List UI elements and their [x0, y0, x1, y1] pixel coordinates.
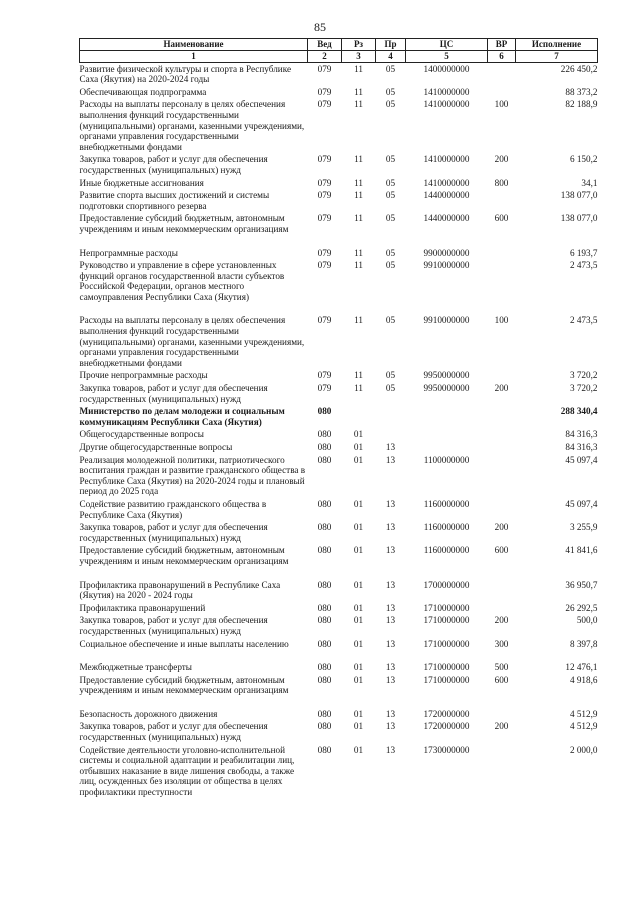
row-ved: 080: [317, 721, 332, 732]
row-rz: 11: [354, 247, 363, 258]
row-ved: 080: [317, 602, 332, 613]
row-cs: 1710000000: [423, 638, 470, 649]
row-name: Закупка товаров, работ и услуг для обеспечения государственных (муниципальных) нужд: [79, 383, 268, 404]
row-ved: 080: [317, 708, 332, 719]
table-row: [80, 62, 598, 86]
table-row: [80, 661, 598, 674]
row-sum: 288 340,4: [560, 406, 598, 417]
row-sum: 84 316,3: [565, 442, 598, 452]
row-sum: 45 097,4: [565, 498, 598, 509]
column-number: 1: [80, 51, 308, 63]
row-rz: 01: [353, 674, 364, 685]
table-row: [80, 98, 598, 153]
row-cs: 1440000000: [423, 190, 470, 201]
table-row: [80, 428, 598, 441]
row-name: Закупка товаров, работ и услуг для обеспечения государственных (муниципальных) нужд: [79, 522, 268, 543]
row-ved: 079: [317, 383, 332, 394]
row-rz: 11: [354, 383, 363, 394]
header-cs: ЦС: [406, 39, 488, 51]
row-vr: [488, 86, 516, 99]
row-name: Закупка товаров, работ и услуг для обеспечения государственных (муниципальных) нужд: [79, 721, 268, 743]
row-pr: 13: [385, 442, 396, 452]
row-rz: 11: [354, 99, 363, 110]
row-vr: [488, 579, 516, 602]
row-ved: 080: [317, 744, 332, 755]
row-sum: 88 373,2: [565, 86, 598, 97]
row-name: Социальное обеспечение и иные выплаты населению: [79, 638, 289, 649]
row-cs: 9900000000: [423, 247, 470, 258]
page-number: 85: [314, 20, 326, 34]
row-sum: 6 193,7: [569, 247, 598, 258]
row-cs: 9950000000: [423, 370, 470, 381]
row-ved: 079: [317, 177, 332, 188]
row-ved: 080: [317, 442, 332, 452]
row-sum: 36 950,7: [565, 579, 598, 590]
row-cs: [406, 441, 488, 454]
row-cs: 1400000000: [423, 63, 470, 74]
spacer-row: [80, 303, 598, 314]
row-sum: 34,1: [581, 177, 598, 188]
row-vr: 500: [494, 662, 509, 673]
row-sum: 138 077,0: [560, 213, 598, 224]
row-rz: 01: [353, 498, 364, 509]
row-name: Развитие физической культуры и спорта в Республике Саха (Якутия) на 2020-2024 годы: [79, 63, 292, 85]
row-rz: 11: [354, 86, 363, 97]
row-sum: 3 255,9: [569, 522, 598, 533]
row-vr: 200: [494, 615, 509, 626]
row-vr: [488, 369, 516, 382]
row-ved: 080: [317, 406, 332, 417]
row-vr: 100: [494, 315, 509, 326]
row-rz: 01: [353, 522, 364, 533]
table-row: [80, 212, 598, 235]
row-pr: 13: [385, 522, 396, 533]
row-rz: 11: [354, 315, 363, 326]
table-row: [80, 259, 598, 303]
table-row: [80, 382, 598, 405]
row-sum: 82 188,9: [565, 99, 598, 110]
spacer-cell: [80, 650, 598, 661]
row-cs: 9910000000: [423, 315, 470, 326]
row-ved: 079: [317, 315, 332, 326]
row-pr: 05: [385, 86, 396, 97]
table-row: [80, 638, 598, 651]
row-ved: 080: [317, 579, 332, 590]
row-ved: 080: [317, 662, 332, 673]
row-pr: 13: [385, 638, 396, 649]
row-pr: 13: [385, 545, 396, 556]
row-sum: 226 450,2: [560, 63, 598, 74]
row-name: Закупка товаров, работ и услуг для обеспечения государственных (муниципальных) нужд: [79, 154, 268, 175]
header-name: Наименование: [80, 39, 308, 51]
row-ved: 079: [317, 63, 332, 74]
row-pr: 13: [385, 615, 396, 626]
row-cs: 1730000000: [423, 744, 470, 755]
row-pr: 05: [385, 315, 396, 326]
row-pr: 05: [385, 154, 396, 165]
row-rz: 01: [353, 744, 364, 755]
header-pr: Пр: [376, 39, 406, 51]
row-vr: [488, 259, 516, 303]
header-vr: ВР: [488, 39, 516, 51]
row-pr: 13: [385, 662, 396, 673]
row-rz: 11: [354, 190, 363, 201]
row-rz: 01: [353, 442, 364, 452]
row-sum: 2 473,5: [569, 315, 598, 326]
row-vr: [488, 428, 516, 441]
row-ved: 079: [317, 213, 332, 224]
row-sum: 45 097,4: [565, 454, 598, 465]
row-ved: 080: [317, 522, 332, 533]
row-sum: 4 512,9: [569, 721, 598, 732]
row-sum: 138 077,0: [560, 190, 598, 201]
header-sum: Исполнение: [516, 39, 598, 51]
table-row: [80, 744, 598, 799]
row-ved: 080: [317, 545, 332, 556]
row-ved: 080: [317, 674, 332, 685]
row-sum: 3 720,2: [569, 383, 598, 394]
row-sum: 500,0: [576, 615, 598, 626]
row-ved: 079: [317, 99, 332, 110]
header-ved: Вед: [308, 39, 342, 51]
row-sum: 12 476,1: [565, 662, 598, 673]
table-row: [80, 579, 598, 602]
row-vr: [488, 602, 516, 615]
table-row: [80, 521, 598, 544]
row-vr: [488, 498, 516, 521]
spacer-cell: [80, 303, 598, 314]
row-sum: 2 000,0: [569, 744, 598, 755]
row-name: Руководство и управление в сфере установленных функций органов государственной власти субъектов Российской Федерации, органов местного самоуправления Республики Саха (Якутия): [79, 260, 285, 302]
row-name: Профилактика правонарушений в Республике Саха (Якутия) на 2020 - 2024 годы: [79, 579, 281, 601]
row-pr: 05: [385, 260, 396, 271]
row-rz: 11: [354, 177, 363, 188]
row-pr: 13: [385, 498, 396, 509]
row-cs: 1710000000: [423, 615, 470, 626]
table-row: [80, 674, 598, 697]
row-rz: 01: [353, 615, 364, 626]
row-pr: 05: [385, 213, 396, 224]
row-vr: 600: [494, 213, 509, 224]
row-sum: 2 473,5: [569, 260, 598, 271]
row-name: Содействие деятельности уголовно-исполнительной системы и социальной адаптации и реабилитации лиц, отбывших наказание в виде лишения свободы, а также лиц, осужденных без изоляции от общества в целях профилактики преступности: [79, 744, 295, 798]
row-name: Развитие спорта высших достижений и системы подготовки спортивного резерва: [79, 190, 270, 211]
row-pr: 13: [385, 674, 396, 685]
row-vr: [488, 744, 516, 799]
row-vr: 100: [494, 99, 509, 110]
row-vr: [488, 405, 516, 428]
table-header-row: [80, 39, 598, 51]
row-ved: 079: [317, 190, 332, 201]
row-ved: 079: [317, 154, 332, 165]
table-row: [80, 602, 598, 615]
row-name: Иные бюджетные ассигнования: [79, 177, 204, 188]
row-name: Безопасность дорожного движения: [79, 708, 218, 719]
row-cs: 1100000000: [423, 454, 470, 465]
row-rz: [342, 405, 376, 428]
row-name: Содействие развитию гражданского общества в Республике Саха (Якутия): [79, 498, 267, 520]
column-number: 5: [406, 51, 488, 63]
row-ved: 080: [317, 615, 332, 626]
row-sum: 41 841,6: [565, 545, 598, 556]
row-rz: 11: [354, 260, 363, 271]
row-rz: 01: [353, 545, 364, 556]
row-cs: 1410000000: [423, 99, 470, 110]
row-ved: 079: [317, 86, 332, 97]
row-pr: [376, 428, 406, 441]
row-pr: 13: [385, 454, 396, 465]
spacer-cell: [80, 236, 598, 247]
row-ved: 080: [317, 498, 332, 509]
row-ved: 080: [317, 454, 332, 465]
row-rz: 01: [353, 454, 364, 465]
table-row: [80, 544, 598, 567]
column-number: 2: [308, 51, 342, 63]
row-cs: [406, 428, 488, 441]
row-cs: 1160000000: [423, 522, 470, 533]
row-rz: 11: [354, 154, 363, 165]
row-rz: 01: [353, 602, 364, 613]
row-vr: 200: [494, 721, 509, 732]
row-cs: 1160000000: [423, 545, 470, 556]
table-row: [80, 314, 598, 369]
row-name: Другие общегосударственные вопросы: [79, 442, 233, 452]
row-pr: 05: [385, 247, 396, 258]
row-sum: 6 150,2: [569, 154, 598, 165]
row-name: Реализация молодежной политики, патриотического воспитания граждан и развитие гражданского общества в Республике Саха (Якутия) на 2020-2024 годы и плановый период до 2025 года: [79, 454, 306, 497]
row-vr: 200: [494, 383, 509, 394]
row-pr: 05: [385, 63, 396, 74]
spacer-row: [80, 568, 598, 579]
row-rz: 11: [354, 370, 363, 381]
table-row: [80, 247, 598, 260]
row-rz: 11: [354, 63, 363, 74]
row-name: Обеспечивающая подпрограмма: [79, 86, 207, 97]
row-rz: 01: [353, 429, 364, 440]
row-pr: 13: [385, 744, 396, 755]
row-sum: 8 397,8: [569, 638, 598, 649]
row-name: Профилактика правонарушений: [79, 602, 206, 613]
row-cs: 1410000000: [423, 86, 470, 97]
row-vr: 300: [494, 638, 509, 649]
row-rz: 01: [353, 708, 364, 719]
row-cs: 1410000000: [423, 177, 470, 188]
row-pr: 05: [385, 370, 396, 381]
row-name: Общегосударственные вопросы: [79, 429, 204, 440]
row-vr: [488, 454, 516, 498]
row-ved: 080: [317, 429, 332, 440]
spacer-row: [80, 236, 598, 247]
table-row: [80, 189, 598, 212]
row-cs: 1720000000: [423, 721, 470, 732]
row-vr: 800: [494, 177, 509, 188]
row-sum: 4 918,6: [569, 674, 598, 685]
row-pr: 13: [385, 579, 396, 590]
spacer-cell: [80, 568, 598, 579]
table-row: [80, 441, 598, 454]
row-vr: [488, 189, 516, 212]
row-cs: 1710000000: [423, 662, 470, 673]
spacer-row: [80, 650, 598, 661]
row-vr: [488, 247, 516, 260]
table-row: [80, 177, 598, 190]
row-rz: 11: [354, 213, 363, 224]
row-cs: [406, 405, 488, 428]
row-cs: 1700000000: [423, 579, 470, 590]
row-name: Расходы на выплаты персоналу в целях обеспечения выполнения функций государственными (муниципальными) органами, казенными учреждениями, органами управления государственными внебюджетными фондами: [79, 315, 305, 368]
table-row: [80, 153, 598, 176]
row-name: Предоставление субсидий бюджетным, автономным учреждениям и иным некоммерческим организациям: [79, 674, 289, 696]
row-pr: [376, 405, 406, 428]
row-rz: 01: [353, 579, 364, 590]
row-ved: 080: [317, 638, 332, 649]
row-rz: 01: [353, 721, 364, 732]
row-ved: 079: [317, 370, 332, 381]
row-cs: 1160000000: [423, 498, 470, 509]
row-pr: 13: [385, 721, 396, 732]
row-sum: 26 292,5: [565, 602, 598, 613]
row-vr: [488, 441, 516, 454]
table-body: [80, 62, 598, 799]
row-cs: 1720000000: [423, 708, 470, 719]
row-name: Предоставление субсидий бюджетным, автономным учреждениям и иным некоммерческим организациям: [79, 213, 289, 234]
row-cs: 1410000000: [423, 154, 470, 165]
column-number-row: [80, 51, 598, 63]
row-cs: 1440000000: [423, 213, 470, 224]
table-row: [80, 454, 598, 498]
column-number: 6: [488, 51, 516, 63]
row-vr: [488, 62, 516, 86]
row-pr: 05: [385, 99, 396, 110]
row-rz: 01: [353, 638, 364, 649]
row-vr: 600: [494, 545, 509, 556]
row-sum: 4 512,9: [569, 708, 598, 719]
column-number: 3: [342, 51, 376, 63]
table-row: [80, 708, 598, 721]
row-sum: 84 316,3: [565, 429, 598, 440]
column-number: 4: [376, 51, 406, 63]
row-rz: 01: [353, 662, 364, 673]
row-sum: 3 720,2: [569, 370, 598, 381]
budget-execution-table: [79, 38, 598, 799]
row-vr: [488, 708, 516, 721]
row-vr: 200: [494, 154, 509, 165]
table-row: [80, 720, 598, 743]
row-ved: 079: [317, 260, 332, 271]
row-pr: 13: [385, 602, 396, 613]
table-row: [80, 86, 598, 99]
row-vr: 600: [494, 674, 509, 685]
column-number: 7: [516, 51, 598, 63]
row-cs: 1710000000: [423, 602, 470, 613]
row-pr: 05: [385, 177, 396, 188]
row-name: Предоставление субсидий бюджетным, автономным учреждениям и иным некоммерческим организациям: [79, 545, 289, 566]
table-row: [80, 369, 598, 382]
row-name: Непрограммные расходы: [79, 247, 178, 258]
spacer-row: [80, 697, 598, 708]
row-pr: 13: [385, 708, 396, 719]
row-name: Расходы на выплаты персоналу в целях обеспечения выполнения функций государственными (муниципальными) органами, казенными учреждениями, органами управления государственными внебюджетными фондами: [79, 99, 305, 152]
table-row: [80, 405, 598, 428]
table-row: [80, 498, 598, 521]
row-name: Межбюджетные трансферты: [79, 662, 192, 673]
row-cs: 1710000000: [423, 674, 470, 685]
row-cs: 9950000000: [423, 383, 470, 394]
table-row: [80, 614, 598, 637]
row-name: Прочие непрограммные расходы: [79, 370, 208, 381]
row-pr: 05: [385, 383, 396, 394]
row-ved: 079: [317, 247, 332, 258]
row-pr: 05: [385, 190, 396, 201]
header-rz: Рз: [342, 39, 376, 51]
row-vr: 200: [494, 522, 509, 533]
spacer-cell: [80, 697, 598, 708]
row-name: Закупка товаров, работ и услуг для обеспечения государственных (муниципальных) нужд: [79, 615, 268, 636]
row-name: Министерство по делам молодежи и социальным коммуникациям Республики Саха (Якутия): [79, 406, 285, 427]
row-cs: 9910000000: [423, 260, 470, 271]
